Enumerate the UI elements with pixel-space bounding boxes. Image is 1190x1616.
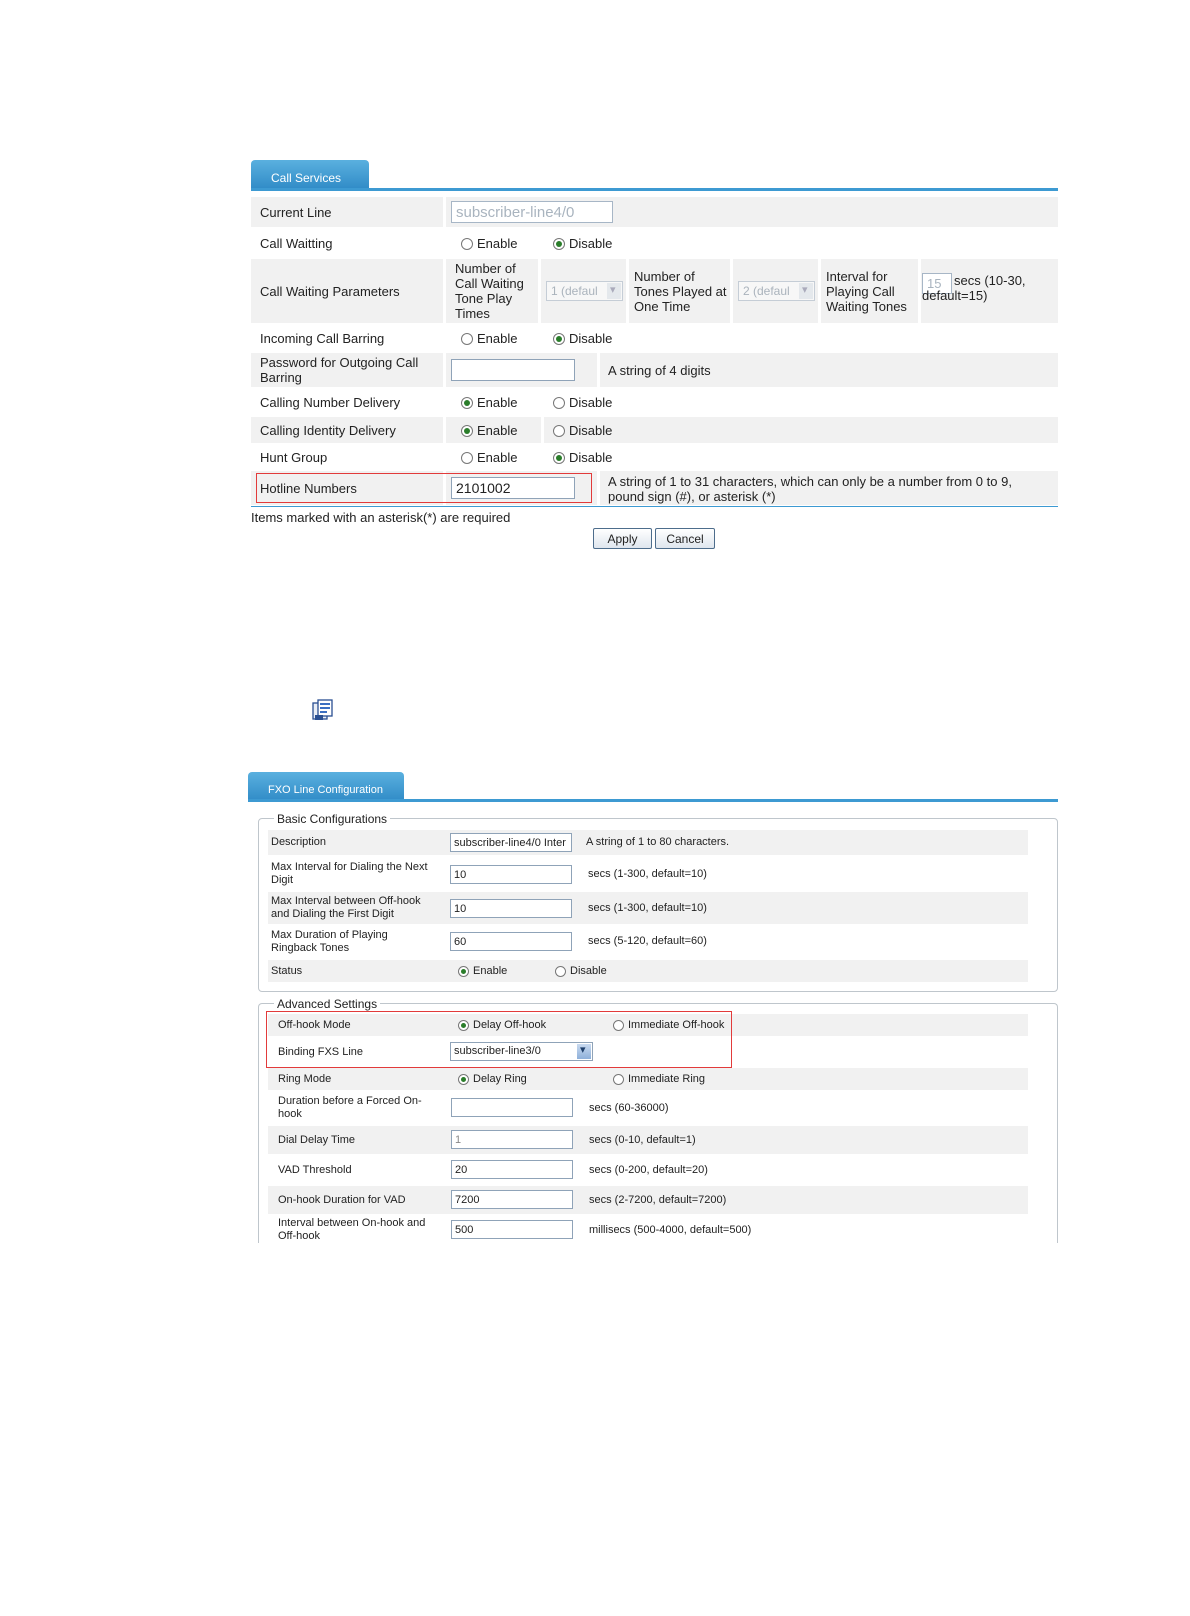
- delay-ring-radio[interactable]: [458, 1073, 527, 1085]
- basic-configurations-legend: Basic Configurations: [274, 812, 390, 826]
- radio-on-icon: [458, 1074, 469, 1085]
- radio-on-icon: [461, 397, 473, 409]
- offhook-mode-label: Off-hook Mode: [278, 1018, 351, 1031]
- radio-label: Delay Off-hook: [473, 1019, 547, 1031]
- row-max-interval-next-digit: [268, 858, 1028, 890]
- binding-fxs-line-label: Binding FXS Line: [278, 1045, 363, 1058]
- max-duration-ringback-label: Max Duration of Playing Ringback Tones: [271, 929, 388, 954]
- divider: [541, 417, 544, 443]
- ring-mode-label: Ring Mode: [278, 1072, 332, 1085]
- call-waiting-disable-radio[interactable]: [553, 236, 612, 251]
- dial-delay-time-input[interactable]: [451, 1130, 573, 1149]
- description-input[interactable]: [450, 833, 572, 852]
- interval-onhook-offhook-input[interactable]: [451, 1220, 573, 1239]
- radio-label: Enable: [477, 423, 518, 438]
- password-outgoing-input[interactable]: [451, 359, 575, 381]
- description-hint: A string of 1 to 80 characters.: [586, 836, 730, 848]
- dial-delay-time-label: Dial Delay Time: [278, 1133, 356, 1146]
- description-label: Description: [271, 836, 327, 848]
- divider: [918, 259, 921, 323]
- call-waiting-label: Call Waitting: [260, 235, 333, 251]
- onhook-duration-vad-input[interactable]: [451, 1190, 573, 1209]
- current-line-input[interactable]: [451, 201, 613, 223]
- row-current-line: [251, 197, 1058, 227]
- row-dial-delay-time: [268, 1126, 1028, 1154]
- tone-play-times-label: Number of Call Waiting Tone Play Times: [455, 261, 524, 321]
- required-note: Items marked with an asterisk(*) are required: [251, 510, 511, 525]
- radio-on-icon: [461, 425, 473, 437]
- hunt-group-disable-radio[interactable]: [553, 450, 612, 465]
- calling-identity-delivery-label: Calling Identity Delivery: [260, 422, 396, 438]
- row-status: [268, 960, 1028, 982]
- status-label: Status: [271, 964, 303, 977]
- call-waiting-enable-radio[interactable]: [461, 236, 517, 251]
- duration-forced-onhook-label: Duration before a Forced On-hook: [278, 1095, 422, 1120]
- hotline-numbers-hint: A string of 1 to 31 characters, which can only be a number from 0 to 9, pound sign (#), or asterisk (*): [608, 474, 1012, 504]
- immediate-ring-radio[interactable]: [613, 1073, 705, 1085]
- divider: [443, 417, 446, 443]
- radio-off-icon: [553, 425, 565, 437]
- radio-on-icon: [553, 238, 565, 250]
- row-calling-number-delivery: [251, 389, 1058, 415]
- divider: [626, 259, 629, 323]
- row-duration-forced-onhook: [268, 1092, 1028, 1124]
- tone-play-times-select[interactable]: [546, 281, 623, 301]
- interval-hint: secs (10-30, default=15): [922, 273, 1026, 303]
- divider: [443, 197, 446, 227]
- row-ring-mode: [268, 1068, 1028, 1090]
- radio-label: Enable: [477, 236, 518, 251]
- vad-threshold-input[interactable]: [451, 1160, 573, 1179]
- max-interval-offhook-first-hint: secs (1-300, default=10): [588, 902, 707, 914]
- row-call-waiting-params: [251, 259, 1058, 323]
- radio-on-icon: [553, 452, 565, 464]
- tones-one-time-select[interactable]: [738, 281, 815, 301]
- row-call-waiting: [251, 230, 1058, 256]
- panel-bottom-line: [251, 506, 1058, 507]
- current-line-label: Current Line: [260, 204, 332, 220]
- max-interval-next-digit-hint: secs (1-300, default=10): [588, 868, 707, 880]
- max-interval-offhook-first-input[interactable]: [450, 899, 572, 918]
- select-value: 2 (defaul: [743, 284, 790, 298]
- radio-label: Enable: [477, 450, 518, 465]
- hunt-group-enable-radio[interactable]: [461, 450, 517, 465]
- radio-label: Enable: [473, 965, 508, 977]
- divider: [443, 353, 446, 387]
- chevron-down-icon: [607, 283, 621, 299]
- advanced-settings-legend: Advanced Settings: [274, 997, 380, 1011]
- highlight-box: [266, 1011, 732, 1068]
- status-enable-radio[interactable]: [458, 965, 507, 977]
- radio-off-icon: [461, 452, 473, 464]
- radio-on-icon: [553, 333, 565, 345]
- dial-delay-time-hint: secs (0-10, default=1): [589, 1134, 696, 1146]
- radio-label: Enable: [477, 331, 518, 346]
- tones-one-time-label: Number of Tones Played at One Time: [634, 269, 727, 314]
- max-interval-offhook-first-label: Max Interval between Off-hook and Dialing the First Digit: [271, 895, 421, 920]
- max-interval-next-digit-label: Max Interval for Dialing the Next Digit: [271, 861, 428, 886]
- apply-button[interactable]: Apply: [593, 528, 652, 549]
- incoming-call-barring-label: Incoming Call Barring: [260, 330, 385, 346]
- row-password-outgoing: [251, 353, 1058, 387]
- incoming-barring-disable-radio[interactable]: [553, 331, 612, 346]
- radio-off-icon: [553, 397, 565, 409]
- calling-identity-enable-radio[interactable]: [461, 423, 517, 438]
- row-max-duration-ringback: [268, 926, 1028, 958]
- password-outgoing-label: Password for Outgoing Call Barring: [260, 355, 419, 385]
- highlight-box: [256, 473, 592, 503]
- divider: [818, 259, 821, 323]
- calling-number-disable-radio[interactable]: [553, 395, 612, 410]
- max-interval-next-digit-input[interactable]: [450, 865, 572, 884]
- incoming-barring-enable-radio[interactable]: [461, 331, 517, 346]
- hotline-numbers-label: Hotline Numbers: [260, 480, 357, 496]
- radio-label: Immediate Off-hook: [628, 1019, 725, 1031]
- onhook-duration-vad-hint: secs (2-7200, default=7200): [589, 1194, 727, 1206]
- radio-on-icon: [458, 966, 469, 977]
- row-description: [268, 830, 1028, 855]
- radio-off-icon: [461, 238, 473, 250]
- calling-number-delivery-label: Calling Number Delivery: [260, 394, 401, 410]
- divider: [597, 471, 600, 505]
- radio-off-icon: [555, 966, 566, 977]
- interval-onhook-offhook-hint: millisecs (500-4000, default=500): [589, 1224, 752, 1236]
- duration-forced-onhook-input[interactable]: [451, 1098, 573, 1117]
- duration-forced-onhook-hint: secs (60-36000): [589, 1102, 669, 1114]
- divider: [730, 259, 733, 323]
- row-vad-threshold: [268, 1156, 1028, 1184]
- tab-underline: [251, 188, 1058, 191]
- radio-off-icon: [613, 1074, 624, 1085]
- tab-underline: [248, 799, 1058, 802]
- radio-label: Disable: [570, 965, 607, 977]
- radio-label: Delay Ring: [473, 1073, 527, 1085]
- radio-label: Disable: [569, 423, 613, 438]
- divider: [443, 259, 446, 323]
- password-outgoing-hint: A string of 4 digits: [608, 363, 711, 378]
- row-max-interval-offhook-first: [268, 892, 1028, 924]
- vad-threshold-label: VAD Threshold: [278, 1163, 352, 1176]
- max-duration-ringback-hint: secs (5-120, default=60): [588, 935, 707, 947]
- tab-call-services[interactable]: Call Services: [251, 160, 369, 190]
- row-calling-identity-delivery: [251, 417, 1058, 443]
- onhook-duration-vad-label: On-hook Duration for VAD: [278, 1193, 406, 1206]
- row-interval-onhook-offhook: [268, 1216, 1028, 1244]
- select-value: subscriber-line3/0: [454, 1045, 541, 1057]
- max-duration-ringback-input[interactable]: [450, 932, 572, 951]
- status-disable-radio[interactable]: [555, 965, 607, 977]
- calling-number-enable-radio[interactable]: [461, 395, 517, 410]
- select-value: 1 (defaul: [551, 284, 598, 298]
- hunt-group-label: Hunt Group: [260, 449, 328, 465]
- divider: [597, 353, 600, 387]
- row-onhook-duration-vad: [268, 1186, 1028, 1214]
- call-waiting-params-label: Call Waiting Parameters: [260, 283, 400, 299]
- document-config-icon: [311, 698, 335, 722]
- radio-label: Enable: [477, 395, 518, 410]
- radio-label: Disable: [569, 236, 613, 251]
- vad-threshold-hint: secs (0-200, default=20): [589, 1164, 708, 1176]
- cancel-button[interactable]: Cancel: [655, 528, 715, 549]
- row-incoming-call-barring: [251, 325, 1058, 351]
- radio-label: Immediate Ring: [628, 1073, 706, 1085]
- radio-label: Disable: [569, 331, 613, 346]
- chevron-down-icon: [799, 283, 813, 299]
- calling-identity-disable-radio[interactable]: [553, 423, 612, 438]
- row-hunt-group: [251, 444, 1058, 470]
- interval-onhook-offhook-label: Interval between On-hook and Off-hook: [278, 1217, 426, 1242]
- interval-label: Interval for Playing Call Waiting Tones: [826, 269, 907, 314]
- radio-off-icon: [461, 333, 473, 345]
- radio-label: Disable: [569, 395, 613, 410]
- tab-fxo-line-configuration[interactable]: FXO Line Configuration: [248, 772, 404, 802]
- divider: [538, 259, 541, 323]
- radio-label: Disable: [569, 450, 613, 465]
